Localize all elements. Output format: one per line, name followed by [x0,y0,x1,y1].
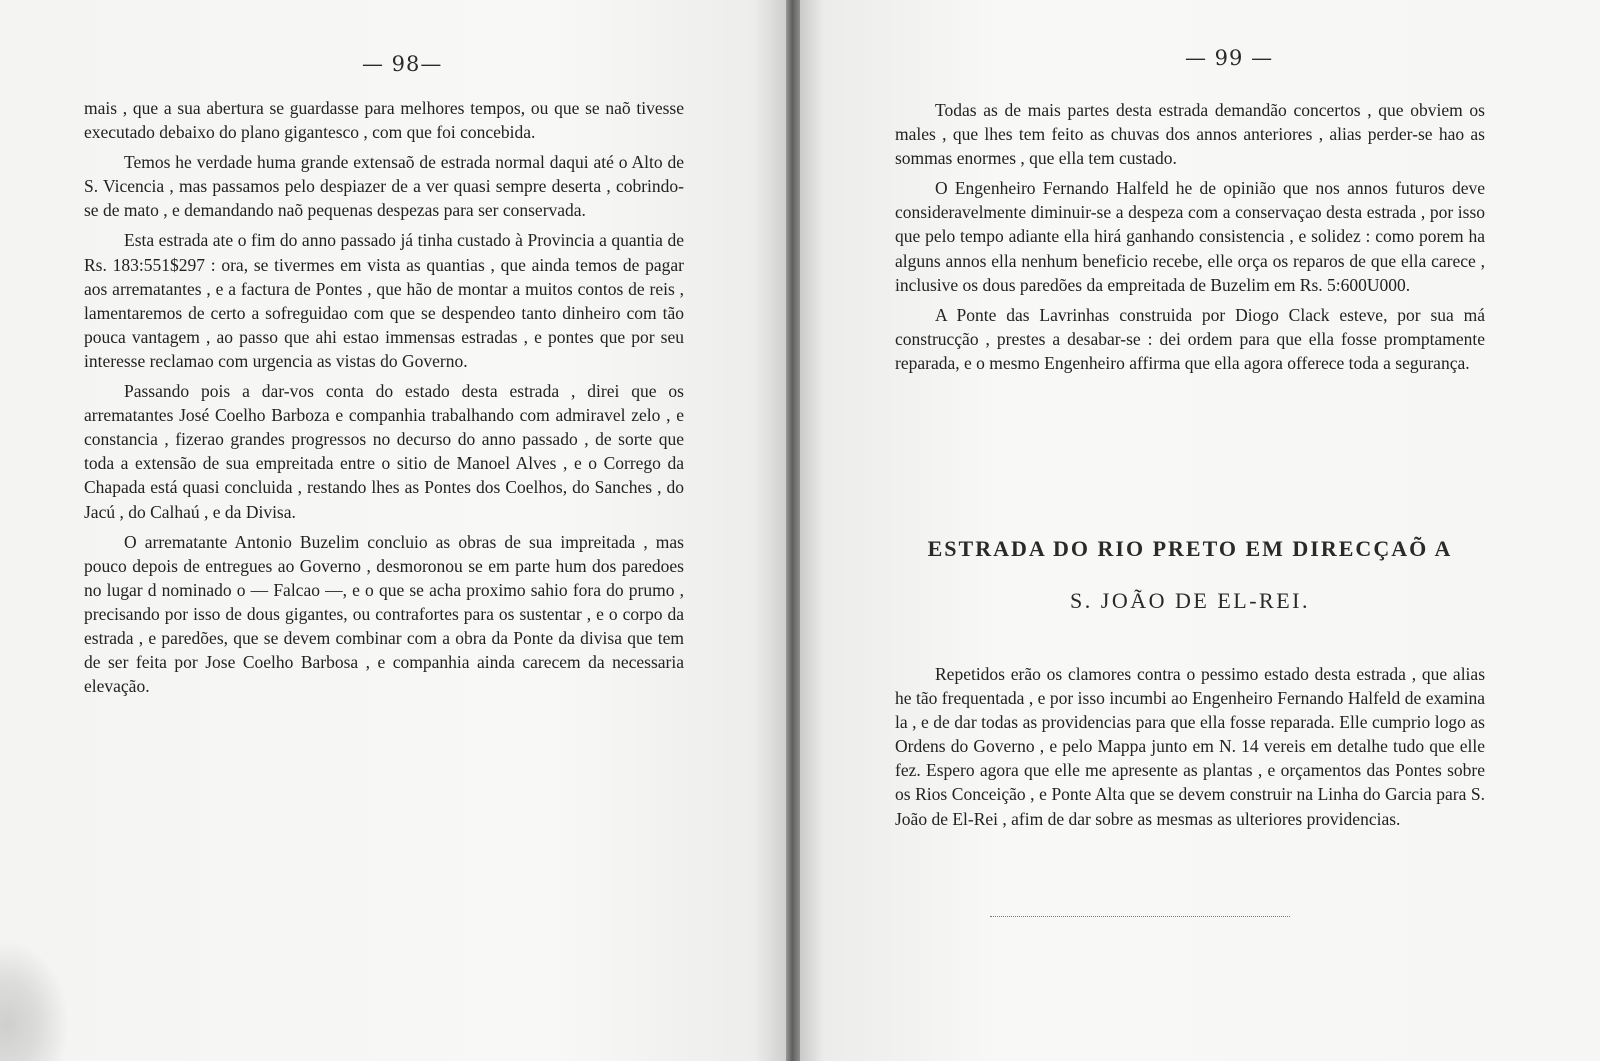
dotted-rule [990,916,1290,917]
right-page [800,0,1600,1061]
section-title: ESTRADA DO RIO PRETO EM DIRECÇAÕ A [927,536,1453,561]
paragraph-1: Todas as de mais partes desta estrada demandão concertos , que obviem os males , que lhes tem feito as chuvas dos annos anteriores , alias perder-se hao as sommas enormes , que ella tem custado. [895,100,1485,169]
paragraph-2: Temos he verdade huma grande extensaõ de estrada normal daqui até o Alto de S. Vicencia , mas passamos pelo despiazer de a ver quasi sempre deserta , cobrindo-se de mato , e demandando naõ pequenas despezas para ser conservada. [84,152,684,221]
book-gutter [786,0,800,1061]
page-number-left: — 98— [362,52,443,76]
paragraph-3: A Ponte das Lavrinhas construida por Diogo Clack esteve, por sua má construcção , prestes a desabar-se : dei ordem para que ella fosse promptamente reparada, e o mesmo Engenheiro affirma que ella agora offerece toda a segurança. [895,304,1485,373]
page-number-right: — 99 — [1185,46,1274,70]
right-page-text-top [895,98,1485,381]
paragraph-4: Repetidos erão os clamores contra o pessimo estado desta estrada , que alias he tão frequentada , e por isso incumbi ao Engenheiro Fernando Halfeld de examina la , e de dar todas as providencias para que ella fosse reparada. Elle cumprio logo as Ordens do Governo , e pelo Mappa junto em N. 14 vereis em detalhe tudo que elle fez. Espero agora que elle me apresente as plantas , e orçamentos das Pontes sobre os Rios Conceição , e Ponte Alta que se devem construir na Linha do Garcia para S. João de El-Rei , afim de dar sobre as mesmas as ulteriores providencias. [895,664,1485,829]
left-page-text [84,96,684,704]
paragraph-1: mais , que a sua abertura se guardasse para melhores tempos, ou que se naõ tivesse executado debaixo do plano gigantesco , com que foi concebida. [84,98,684,143]
paragraph-5: O arrematante Antonio Buzelim concluio as obras de sua impreitada , mas pouco depois de entregues ao Governo , desmoronou se em parte hum dos paredoes no lugar d nominado o — Falcao —, e o que se acha proximo sahio fora do prumo , precisando por isso de dous gigantes, ou contrafortes para os sustentar , e o corpo da estrada , e paredões, que se devem combinar com a obra da Ponte da divisa que tem de ser feita por Jose Coelho Barbosa , e companhia ainda carecem da necessaria elevação. [84,531,684,697]
paragraph-4: Passando pois a dar-vos conta do estado desta estrada , direi que os arrematantes José Coelho Barboza e companhia trabalhando com admiravel zelo , e constancia , fizerao grandes progressos no decurso do anno passado , de sorte que toda a extensão de sua empreitada entre o sitio de Manoel Alves , e o Corrego da Chapada está quasi concluida , restando lhes as Pontes dos Coelhos, do Sanches , do Jacú , do Calhaú , e da Divisa. [84,381,684,522]
left-page [0,0,786,1061]
section-subtitle: S. JOÃO DE EL-REI. [1070,588,1310,613]
paragraph-2: O Engenheiro Fernando Halfeld he de opinião que nos annos futuros deve consideravelmente diminuir-se a despeza com a conservaçao desta estrada , por isso que pelo tempo adiante ella hirá ganhando consistencia , e solidez : como porem ha alguns annos ella nenhum beneficio recebe, elle orça os reparos de que ella carece , inclusive os dous paredões da empreitada de Buzelim em Rs. 5:600U000. [895,178,1485,295]
right-page-text-bottom [895,662,1485,837]
paragraph-3: Esta estrada ate o fim do anno passado já tinha custado à Provincia a quantia de Rs. 183:551$297 : ora, se tivermes em vista as quantias , que ainda temos de pagar aos arrematantes , e a factura de Pontes , que hão de montar a muitos contos de reis , lamentaremos de certo a sofreguidao com que se despendeo tanto dinheiro com tão pouca vantagem , ao passo que ahi estao immensas estradas , e pontes que por seu interesse reclamao com urgencia as vistas do Governo. [84,230,684,371]
paper-stain [0,940,70,1061]
